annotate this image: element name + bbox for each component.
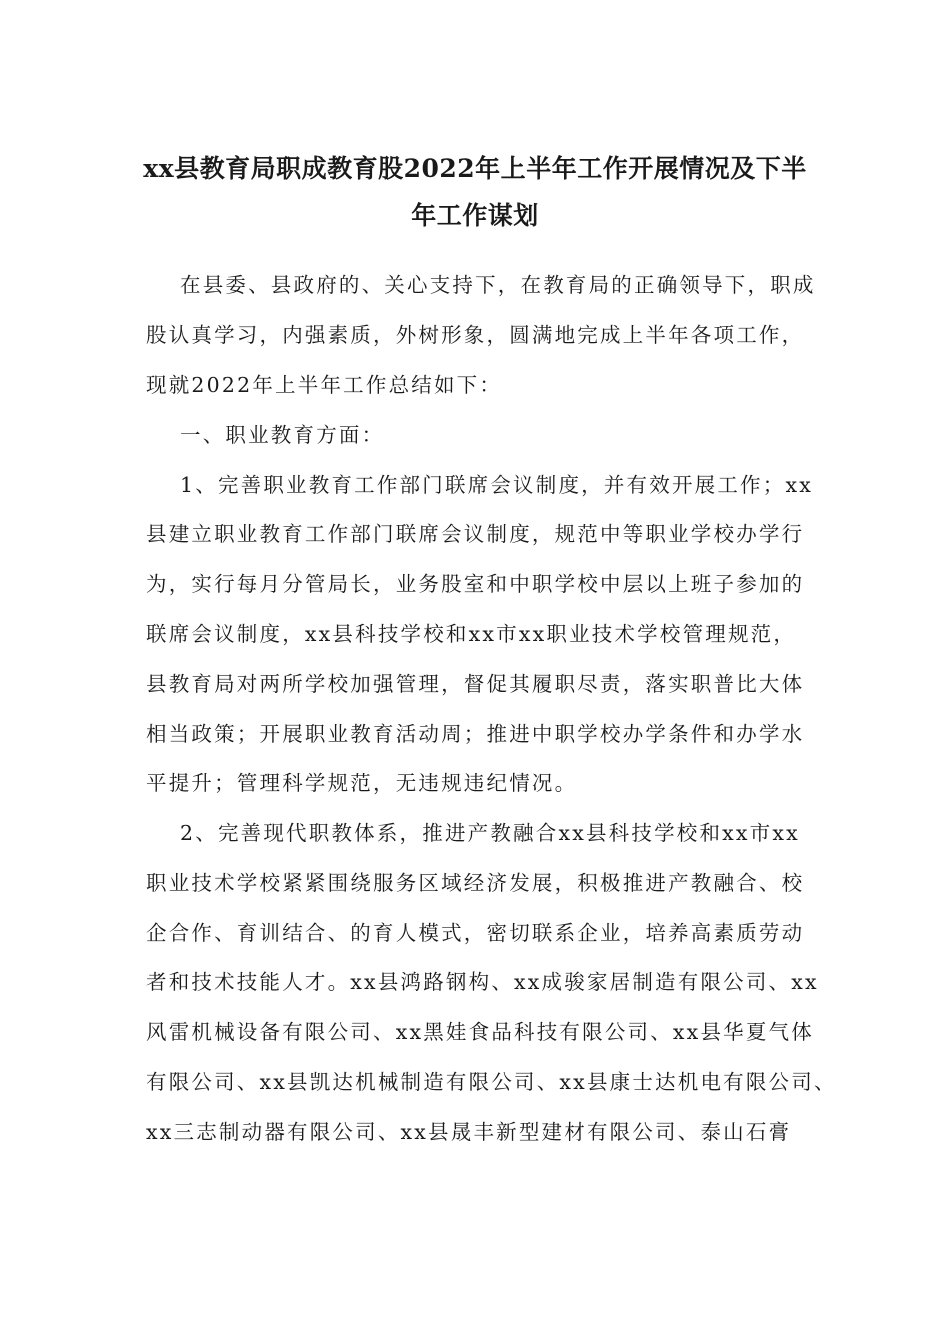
paragraph-line: 县教育局对两所学校加强管理，督促其履职尽责，落实职普比大体	[146, 672, 805, 696]
paragraph-line: 风雷机械设备有限公司、xx黑娃食品科技有限公司、xx县华夏气体	[146, 1020, 814, 1044]
paragraph-line: 在县委、县政府的、关心支持下，在教育局的正确领导下，职成	[180, 273, 816, 297]
paragraph-line: 职业技术学校紧紧围绕服务区域经济发展，积极推进产教融合、校	[146, 871, 805, 895]
section-heading: 一、职业教育方面：	[180, 423, 385, 447]
paragraph-line: 相当政策；开展职业教育活动周；推进中职学校办学条件和办学水	[146, 722, 805, 746]
paragraph-line: 联席会议制度，xx县科技学校和xx市xx职业技术学校管理规范，	[146, 622, 797, 646]
paragraph-line: 为，实行每月分管局长，业务股室和中职学校中层以上班子参加的	[146, 572, 805, 596]
paragraph-line: 者和技术技能人才。xx县鸿路钢构、xx成骏家居制造有限公司、xx	[146, 970, 819, 994]
document-title-line-1: xx县教育局职成教育股2022年上半年工作开展情况及下半	[143, 154, 807, 183]
paragraph-line: 企合作、育训结合、的育人模式，密切联系企业，培养高素质劳动	[146, 921, 805, 945]
paragraph-line: 有限公司、xx县凯达机械制造有限公司、xx县康士达机电有限公司、	[146, 1070, 837, 1094]
paragraph-line: 2、完善现代职教体系，推进产教融合xx县科技学校和xx市xx	[180, 821, 800, 845]
paragraph-line: 县建立职业教育工作部门联席会议制度，规范中等职业学校办学行	[146, 522, 805, 546]
paragraph-line: 1、完善职业教育工作部门联席会议制度，并有效开展工作；xx	[180, 473, 813, 497]
paragraph-line: 股认真学习，内强素质，外树形象，圆满地完成上半年各项工作，	[146, 323, 805, 347]
paragraph-line: 现就2022年上半年工作总结如下：	[146, 373, 503, 397]
document-title-line-2: 年工作谋划	[411, 201, 539, 230]
paragraph-line: xx三志制动器有限公司、xx县晟丰新型建材有限公司、泰山石膏	[146, 1120, 792, 1144]
paragraph-line: 平提升；管理科学规范，无违规违纪情况。	[146, 771, 578, 795]
